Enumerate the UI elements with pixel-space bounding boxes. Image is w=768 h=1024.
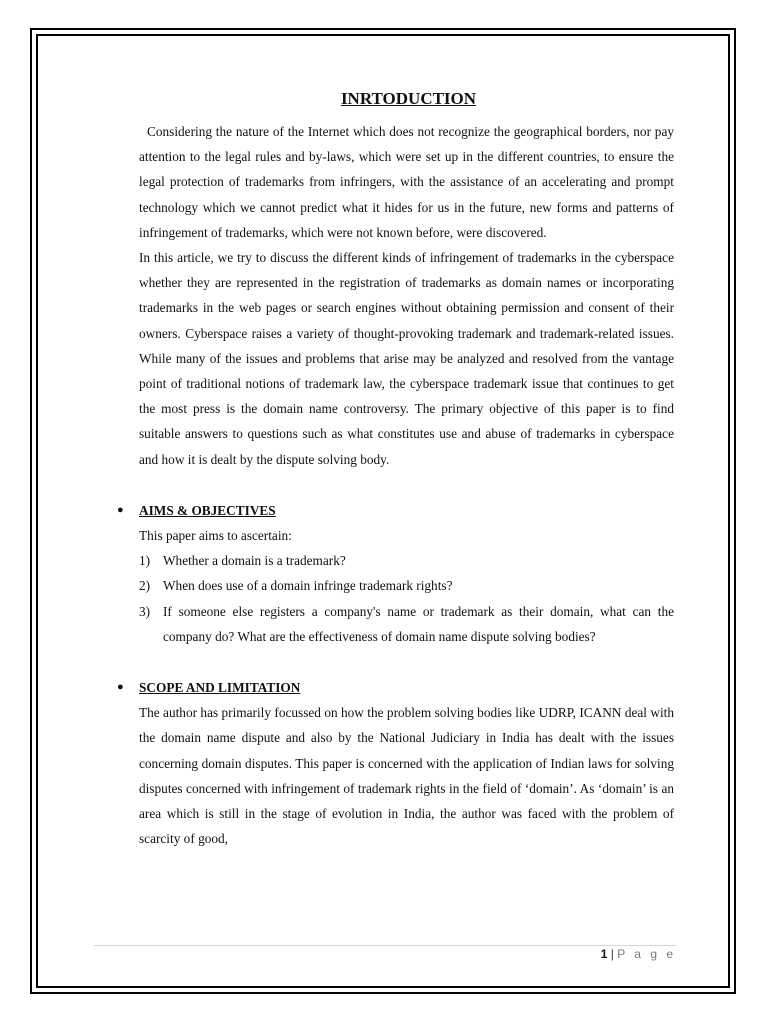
document-title: INRTODUCTION bbox=[340, 89, 477, 108]
scope-heading bbox=[117, 675, 674, 700]
list-item-text: If someone else registers a company's name or trademark as their domain, what can the company do? What are the effectiveness of domain name dispute solving bodies? bbox=[163, 603, 674, 644]
scope-heading-text: SCOPE AND LIMITATION bbox=[139, 680, 301, 696]
footer-divider bbox=[94, 945, 676, 946]
bullet-icon: ● bbox=[117, 503, 124, 516]
aims-section bbox=[117, 498, 674, 649]
page-number: 1 bbox=[600, 947, 608, 961]
list-item-number: 1) bbox=[139, 553, 151, 569]
aims-heading-text: AIMS & OBJECTIVES bbox=[139, 502, 276, 518]
scope-paragraph: The author has primarily focussed on how the problem solving bodies like UDRP, ICANN deal with the domain name dispute and also by the National Judiciary in India has dealt with the issues concerning domain disputes. This paper is concerned with the application of Indian laws for solving disputes concerned with infringement of trademark rights in the field of ‘domain’. As ‘domain’ is an area which is still in the stage of evolution in India, the author was faced with the problem of scarcity of good, bbox=[139, 705, 674, 847]
page-label: P a g e bbox=[617, 947, 676, 961]
aims-list bbox=[139, 548, 674, 649]
document-body bbox=[117, 88, 674, 851]
list-item bbox=[139, 548, 674, 573]
list-item-text: Whether a domain is a trademark? bbox=[163, 553, 346, 569]
intro-paragraph-1: Considering the nature of the Internet which does not recognize the geographical borders, nor pay attention to the legal rules and by-laws, which were set up in the different countries, to ensure the legal protection of trademarks from infringers, with the assistance of an accelerating and prompt technology which we cannot predict what it hides for us in the future, new forms and patterns of infringement of trademarks, which were not known before, were discovered. bbox=[139, 124, 674, 240]
list-item-text: When does use of a domain infringe trademark rights? bbox=[163, 578, 453, 594]
intro-paragraph-2: In this article, we try to discuss the different kinds of infringement of trademarks in the cyberspace whether they are represented in the registration of trademarks as domain names or incorporating trademarks in the web pages or search engines without obtaining permission and consent of their owners. Cyberspace raises a variety of thought-provoking trademark and trademark-related issues. While many of the issues and problems that arise may be analyzed and resolved from the vantage point of traditional notions of trademark law, the cyberspace trademark issue that continues to get the most press is the domain name controversy. The primary objective of this paper is to find suitable answers to questions such as what constitutes use and abuse of trademarks in cyberspace and how it is dealt by the dispute solving body. bbox=[139, 250, 674, 467]
bullet-icon: ● bbox=[117, 681, 124, 694]
aims-lead: This paper aims to ascertain: bbox=[139, 528, 292, 544]
list-item bbox=[139, 573, 674, 598]
scope-section bbox=[117, 675, 674, 851]
list-item bbox=[139, 599, 674, 649]
list-item-number: 3) bbox=[139, 603, 151, 619]
list-item-number: 2) bbox=[139, 578, 151, 594]
footer-separator: | bbox=[610, 947, 614, 961]
aims-heading bbox=[117, 498, 674, 523]
page-footer bbox=[601, 947, 676, 961]
